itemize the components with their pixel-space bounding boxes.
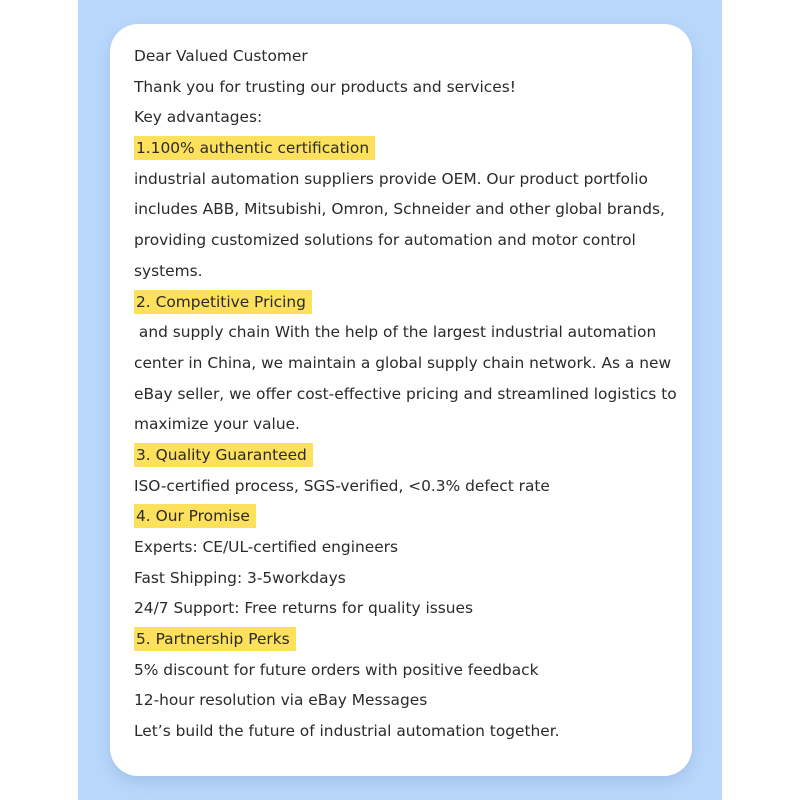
section-5-line: Let’s build the future of industrial automation together.: [134, 722, 560, 741]
section-4-line: 24/7 Support: Free returns for quality issues: [134, 599, 474, 618]
section-1-heading: 1.100% authentic certification: [134, 136, 375, 160]
section-2-heading-row: [134, 287, 678, 318]
message-card: [110, 24, 692, 776]
section-4-heading-row: [134, 501, 678, 532]
section-2-line: center in China, we maintain a global supply chain network. As a new: [134, 353, 672, 372]
section-2-heading: 2. Competitive Pricing: [134, 290, 312, 314]
thanks-line: Thank you for trusting our products and services!: [134, 77, 516, 96]
section-4-line: Fast Shipping: 3-5workdays: [134, 568, 346, 587]
section-3-heading-row: [134, 440, 678, 471]
greeting: Dear Valued Customer: [134, 47, 308, 65]
section-2-line: and supply chain With the help of the largest industrial automation: [134, 323, 657, 342]
key-advantages-label: Key advantages:: [134, 108, 263, 127]
section-2-line: maximize your value.: [134, 415, 300, 434]
section-2-line: eBay seller, we offer cost-effective pricing and streamlined logistics to: [134, 384, 677, 403]
section-4-line: Experts: CE/UL-certified engineers: [134, 538, 399, 556]
section-1-heading-row: [134, 133, 678, 164]
section-3-heading: 3. Quality Guaranteed: [134, 443, 313, 467]
section-4-heading: 4. Our Promise: [134, 504, 256, 528]
section-1-line: systems.: [134, 261, 203, 280]
section-5-heading: 5. Partnership Perks: [134, 627, 296, 651]
section-1-line: industrial automation suppliers provide OEM. Our product portfolio: [134, 169, 648, 188]
message-body: [134, 41, 678, 747]
section-5-line: 12-hour resolution via eBay Messages: [134, 691, 428, 710]
section-1-line: providing customized solutions for automation and motor control: [134, 231, 636, 250]
section-1-line: includes ABB, Mitsubishi, Omron, Schneider and other global brands,: [134, 200, 665, 219]
section-5-heading-row: [134, 624, 678, 655]
section-3-line: ISO-certified process, SGS-verified, <0.3% defect rate: [134, 476, 550, 495]
section-5-line: 5% discount for future orders with positive feedback: [134, 660, 539, 679]
